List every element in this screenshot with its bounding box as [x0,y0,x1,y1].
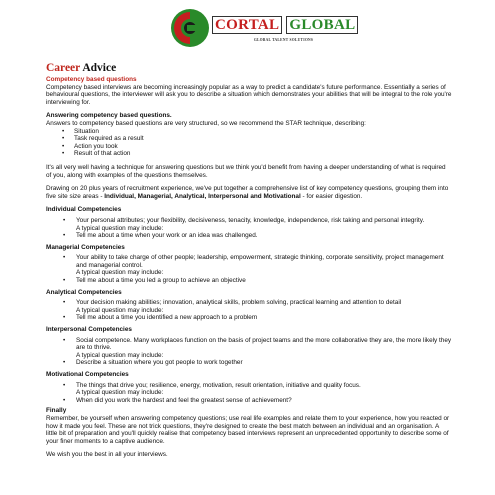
drawing-areas: Individual, Managerial, Analytical, Interpersonal and Motivational [104,192,301,200]
drawing-paragraph [46,185,452,200]
drawing-text-start: Drawing on 20 plus years of recruitment experience, we've put together a comprehensive list of key competency questions, grouping them into five site size areas - [46,185,449,200]
analytical-heading: Analytical Competencies [46,288,122,296]
list-item: • When did you work the hardest and feel the greatest sense of achievement? [46,397,452,405]
cortal-global-logo [170,8,356,50]
individual-heading: Individual Competencies [46,206,122,214]
motivational-heading: Motivational Competencies [46,371,129,378]
intro-subheading: Competency based questions [46,76,137,83]
finally-heading: Finally [46,407,67,415]
analytical-main: Your decision making abilities; innovation, analytical skills, problem solving, practical learning and attention to detail [76,299,402,307]
cg-logo-icon [170,8,210,48]
motivational-main: The things that drive you; resilience, energy, motivation, result orientation, initiative and quality focus. [76,381,361,389]
list-item: • Tell me about a time when your work or an idea was challenged. [46,232,452,240]
interpersonal-main: Social competence. Many workplaces function on the basis of project teams and the more collaborative they are, the more likely they are to thrive. [76,336,452,352]
managerial-list [46,254,452,284]
individual-list [46,217,452,240]
motivational-list [46,382,452,405]
brand-part2: GLOBAL [286,16,358,34]
title-part1: Career [46,62,81,74]
list-item: • Situation [46,128,452,136]
individual-main: Your personal attributes; your flexibility, decisiveness, tenacity, knowledge, independence, risk taking and personal integrity. [76,216,425,224]
list-item: • Action you took [46,143,452,151]
title-part2: Advice [82,62,117,74]
typical-label: A typical question may include: [76,306,164,314]
list-item [46,254,452,277]
brand-part1: CORTAL [212,16,282,34]
managerial-heading: Managerial Competencies [46,243,125,251]
document-body [46,62,452,459]
closing-line: We wish you the best in all your interviews. [46,451,168,459]
brand-tagline: GLOBAL TALENT SOLUTIONS [254,38,314,42]
analytical-list [46,299,452,322]
intro-paragraph: Competency based interviews are becoming increasingly popular as a way to predict a candidate's future performance. Essentially a series of behavioural questions, the interviewer will ask you to describe a situation which demonstrates your abilities that will be integral to the role you're interviewing for. [46,83,452,106]
typical-label: A typical question may include: [76,389,164,397]
star-lead: Answers to competency based questions are very structured, so we recommend the STAR technique, describing: [46,119,366,127]
typical-label: A typical question may include: [76,269,164,277]
list-item: • Tell me about a time you led a group to achieve an objective [46,277,452,285]
list-item: • Task required as a result [46,135,452,143]
managerial-main: Your ability to take charge of other people; leadership, empowerment, strategic thinking, corporate sensitivity, project management and managerial control. [76,254,444,269]
page-title [46,62,452,74]
list-item: • Describe a situation where you got people to work together [46,359,452,367]
list-item: • Result of that action [46,150,452,158]
list-item [46,337,452,360]
interpersonal-heading: Interpersonal Competencies [46,326,132,334]
list-item [46,299,452,314]
star-heading: Answering competency based questions. [46,112,172,120]
list-item [46,217,452,232]
star-after: It's all very well having a technique for answering questions but we think you'd benefit from having a deeper understanding of what is required of you, along with examples of the questions themselves. [46,163,446,179]
drawing-text-end: - for easier digestion. [300,192,363,200]
brand-wordmark [212,17,356,37]
list-item [46,382,452,397]
interpersonal-list [46,337,452,367]
star-list [46,128,452,158]
typical-label: A typical question may include: [76,224,164,232]
typical-label: A typical question may include: [76,351,164,359]
list-item: • Tell me about a time you identified a new approach to a problem [46,314,452,322]
finally-paragraph: Remember, be yourself when answering competency questions; use real life examples and relate them to your experience, how you reacted or how it made you feel. These are not trick questions, they're designed to create the best match between an individual and an organisation. A little bit of preparation and you'll quickly realise that competency based interviews represent an unprecedented opportunity to describe some of your finer moments to a captive audience. [46,414,450,445]
